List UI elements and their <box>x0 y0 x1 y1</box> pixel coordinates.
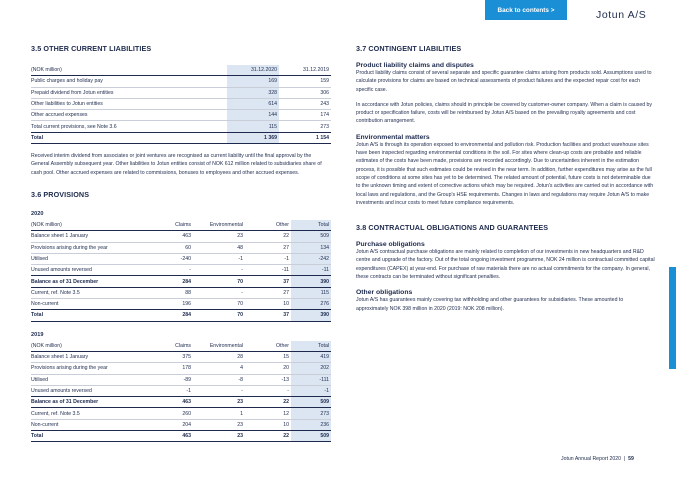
column-header: Total <box>291 220 331 231</box>
table-row: Utilised -89 -8 -13 -111 <box>31 374 331 385</box>
page-footer <box>561 456 634 462</box>
table-row: Unused amounts reversed -1 - - -1 <box>31 385 331 396</box>
column-header: Total <box>291 341 331 352</box>
column-header: (NOK million) <box>31 65 227 76</box>
other-current-liabilities-table <box>31 65 331 144</box>
purchase-obligations-heading: Purchase obligations <box>356 241 425 249</box>
table-row: Other accrued expenses 144 174 <box>31 110 331 121</box>
table-total-row: Total 1 369 1 154 <box>31 132 331 143</box>
section-3-8-title: 3.8 CONTRACTUAL OBLIGATIONS AND GUARANTEES <box>356 223 549 233</box>
environmental-matters-paragraph: Jotun A/S is through its operation exposed to environmental and pollution risk. Production facilities and product warehouse sites have been inspected regarding environmental conditions in the soil. For sites where clean-up costs are probable and reliable estimates of the costs have been made, provisions are recorded accordingly. Due to uncertainties inherent in the estimation process, it is possible that such estimates could be revised in the near term. In addition, further expenditures may arise as the full scope of conditions at some sites has yet to be determined. The related amount of potential, future costs is not determinable due to the unknown timing and extent of corrective actions which may be required. Jotun's activities are carried out in accordance with local laws and regulations, and the Group's HSE requirements. Changes in laws and regulations may require Jotun A/S to make investments and incur costs to meet future compliance requirements. <box>356 141 654 206</box>
column-header: Other <box>245 341 291 352</box>
table-total-row: Total 463 23 22 509 <box>31 431 331 442</box>
left-column <box>31 44 331 442</box>
table-row: Other liabilities to Jotun entities 614 243 <box>31 98 331 109</box>
table-row: Prepaid dividend from Jotun entities 328 306 <box>31 87 331 98</box>
table-row: Balance sheet 1 January 375 28 15 419 <box>31 351 331 362</box>
product-liability-heading: Product liability claims and disputes <box>356 62 474 69</box>
back-to-contents-button[interactable]: Back to contents > <box>485 0 567 20</box>
table-row: Provisions arising during the year 178 4 20 202 <box>31 363 331 374</box>
environmental-matters-heading: Environmental matters <box>356 133 430 141</box>
year-label-2019: 2019 <box>31 331 44 338</box>
column-header: 31.12.2019 <box>279 65 331 76</box>
brand-logo: Jotun A/S <box>596 9 647 21</box>
section-3-6-title: 3.6 PROVISIONS <box>31 189 90 199</box>
other-obligations-heading: Other obligations <box>356 289 413 297</box>
table-row: Unused amounts reversed - - -11 -11 <box>31 265 331 276</box>
table-row: Balance as of 31 December 284 70 37 390 <box>31 276 331 287</box>
claims-policy-paragraph: In accordance with Jotun policies, claims should in principle be covered by customer-owner company. When a claim is caused by product or specification failure, costs will be reimbursed by Jotun A/S based on the prevailing royalty agreements and cost contribution arrangement. <box>356 101 653 125</box>
section-3-5-title: 3.5 OTHER CURRENT LIABILITIES <box>31 44 152 53</box>
page-number: 59 <box>628 456 634 462</box>
other-obligations-paragraph: Jotun A/S has guarantees mainly covering tax withholding and other guarantees for subsidiaries. These amounted to approximately NOK 398 million in 2020 (2019: NOK 208 million). <box>356 297 624 312</box>
table-row: Utilised -240 -1 -1 -242 <box>31 253 331 264</box>
table-row: Public charges and holiday pay 169 159 <box>31 76 331 87</box>
column-header: Claims <box>149 341 193 352</box>
section-3-7-title: 3.7 CONTINGENT LIABILITIES <box>356 44 462 53</box>
column-header: Environmental <box>193 220 245 231</box>
table-row: Provisions arising during the year 60 48 27 134 <box>31 242 331 253</box>
table-row: Balance sheet 1 January 463 23 22 509 <box>31 231 331 242</box>
column-header: Other <box>245 220 291 231</box>
table-total-row: Total 284 70 37 390 <box>31 310 331 321</box>
table-row: Non-current 196 70 10 276 <box>31 299 331 310</box>
table-row: Balance as of 31 December 463 23 22 509 <box>31 397 331 408</box>
provisions-2020-table <box>31 220 331 322</box>
purchase-obligations-paragraph: Jotun A/S contractual purchase obligations are mainly related to completion of our investments in new headquarters and R&D centre and upgrade of the factory. Out of the total ongoing investment programme, NOK 24 million is contractual committed capital expenditures (CAPEX) at year-end. For purchase of raw materials there are no actual commitments for the company. In general, these contracts can be terminated without significant penalties. <box>356 249 655 281</box>
column-header: (NOK million) <box>31 220 149 231</box>
column-header: (NOK million) <box>31 341 149 352</box>
table-row: Non-current 204 23 10 236 <box>31 419 331 430</box>
report-name: Jotun Annual Report 2020 <box>561 456 621 462</box>
column-header: 31.12.2020 <box>227 65 279 76</box>
right-column <box>356 44 656 313</box>
column-header: Claims <box>149 220 193 231</box>
table-row: Current, ref. Note 3.5 88 - 27 115 <box>31 287 331 298</box>
product-liability-paragraph: Product liability claims consist of several separate and specific guarantee claims arising from products sold. Assumptions used to calculate provisions for claims are based on technical assessments of product failures and the expected repair cost for each specific case. <box>356 70 652 93</box>
side-navigation-tab[interactable] <box>669 267 676 369</box>
column-header: Environmental <box>193 341 245 352</box>
year-label-2020: 2020 <box>31 210 44 217</box>
liabilities-note: Received interim dividend from associates or joint ventures are recognised as current liability until the final approval by the General Assembly subsequent year. Other liabilities to Jotun entities consist of NOK 612 million related to subsidiaries share of cash pool. Other accrued expenses are related to commissions, bonuses to employees and other accrued expenses. <box>31 153 322 176</box>
table-row: Current, ref. Note 3.5 260 1 12 273 <box>31 408 331 419</box>
footer-divider: | <box>622 456 627 462</box>
table-row: Total current provisions, see Note 3.6 115 273 <box>31 121 331 132</box>
provisions-2019-table <box>31 341 331 443</box>
